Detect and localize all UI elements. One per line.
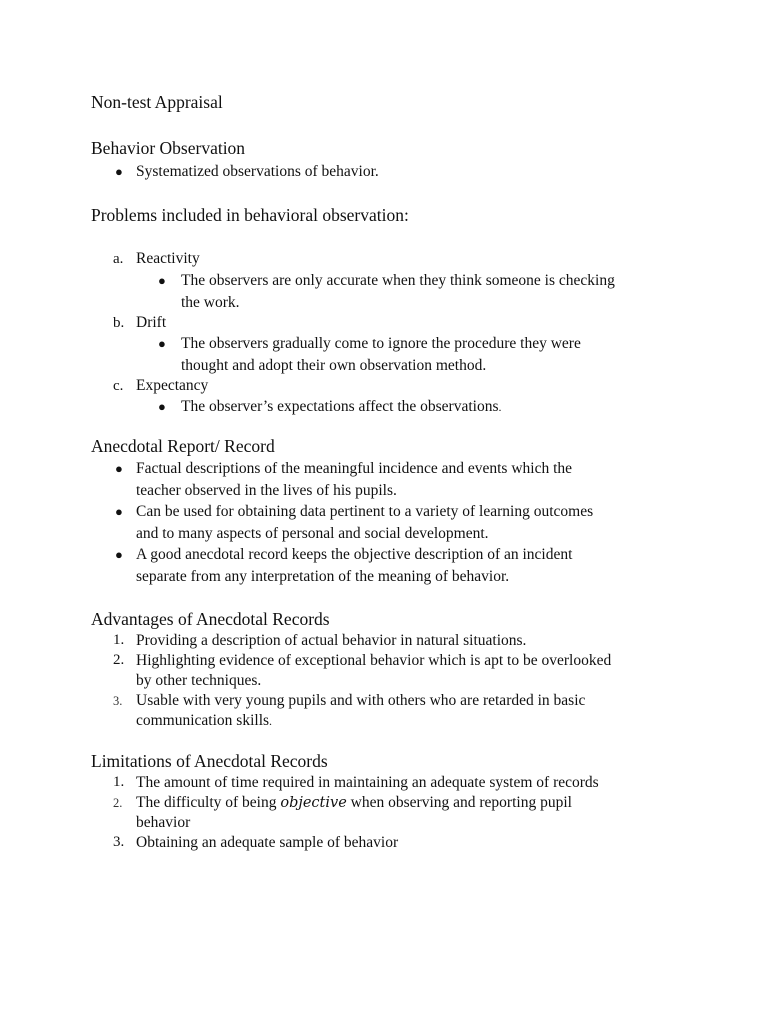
anecdotal-b2-line2: and to many aspects of personal and social development. xyxy=(136,525,489,542)
limitations-number-1: 1. xyxy=(113,774,125,790)
page-title: Non-test Appraisal xyxy=(91,92,223,112)
advantages-item-3-line1: Usable with very young pupils and with others who are retarded in basic xyxy=(136,692,586,709)
bullet-icon: ● xyxy=(115,504,123,519)
limitations-item-2-emphasis: objective xyxy=(280,795,347,811)
limitations-item-1: The amount of time required in maintaining an adequate system of records xyxy=(136,774,599,791)
behavior-observation-heading: Behavior Observation xyxy=(91,138,246,158)
behavior-bullet-text: Systematized observations of behavior. xyxy=(136,163,379,180)
expectancy-desc-text: The observer’s expectations affect the observations xyxy=(181,398,499,415)
advantages-heading: Advantages of Anecdotal Records xyxy=(91,609,330,629)
anecdotal-b1-line1: Factual descriptions of the meaningful incidence and events which the xyxy=(136,460,573,477)
bullet-icon: ● xyxy=(115,164,123,179)
bullet-icon: ● xyxy=(115,461,123,476)
bullet-icon: ● xyxy=(115,547,123,562)
expectancy-label: Expectancy xyxy=(136,377,209,394)
expectancy-desc xyxy=(181,396,502,418)
anecdotal-b2-line1: Can be used for obtaining data pertinent to a variety of learning outcomes xyxy=(136,503,594,520)
advantages-item-2-line1: Highlighting evidence of exceptional behavior which is apt to be overlooked xyxy=(136,652,612,669)
bullet-icon: ● xyxy=(158,336,166,351)
advantages-item-3-line2 xyxy=(136,710,272,732)
problems-heading: Problems included in behavioral observation: xyxy=(91,205,409,225)
expectancy-desc-period: . xyxy=(498,400,502,414)
advantages-number-3: 3. xyxy=(113,694,123,708)
advantages-item-1: Providing a description of actual behavior in natural situations. xyxy=(136,632,527,649)
limitations-heading: Limitations of Anecdotal Records xyxy=(91,751,328,771)
list-marker-c: c. xyxy=(113,378,124,394)
limitations-number-2: 2. xyxy=(113,796,123,810)
anecdotal-b1-line2: teacher observed in the lives of his pupils. xyxy=(136,482,397,499)
limitations-item-3: Obtaining an adequate sample of behavior xyxy=(136,834,399,851)
advantages-item-3-period: . xyxy=(269,714,273,728)
reactivity-desc-line1: The observers are only accurate when they think someone is checking xyxy=(181,272,615,289)
advantages-number-2: 2. xyxy=(113,652,125,668)
bullet-icon: ● xyxy=(158,273,166,288)
reactivity-desc-line2: the work. xyxy=(181,294,240,311)
limitations-number-3: 3. xyxy=(113,834,125,850)
list-marker-b: b. xyxy=(113,315,125,331)
limitations-item-2-pre: The difficulty of being xyxy=(136,794,281,811)
drift-label: Drift xyxy=(136,314,167,331)
limitations-item-2-post: when observing and reporting pupil xyxy=(346,794,572,811)
anecdotal-b3-line1: A good anecdotal record keeps the objective description of an incident xyxy=(136,546,573,563)
advantages-item-2-line2: by other techniques. xyxy=(136,672,262,689)
list-marker-a: a. xyxy=(113,251,124,267)
anecdotal-heading: Anecdotal Report/ Record xyxy=(91,436,275,456)
limitations-item-2-line2: behavior xyxy=(136,814,191,831)
drift-desc-line1: The observers gradually come to ignore the procedure they were xyxy=(181,335,581,352)
drift-desc-line2: thought and adopt their own observation method. xyxy=(181,357,487,374)
advantages-number-1: 1. xyxy=(113,632,125,648)
bullet-icon: ● xyxy=(158,399,166,414)
limitations-item-2-line1 xyxy=(136,792,572,814)
reactivity-label: Reactivity xyxy=(136,250,200,267)
anecdotal-b3-line2: separate from any interpretation of the meaning of behavior. xyxy=(136,568,510,585)
advantages-item-3-text: communication skills xyxy=(136,712,270,729)
